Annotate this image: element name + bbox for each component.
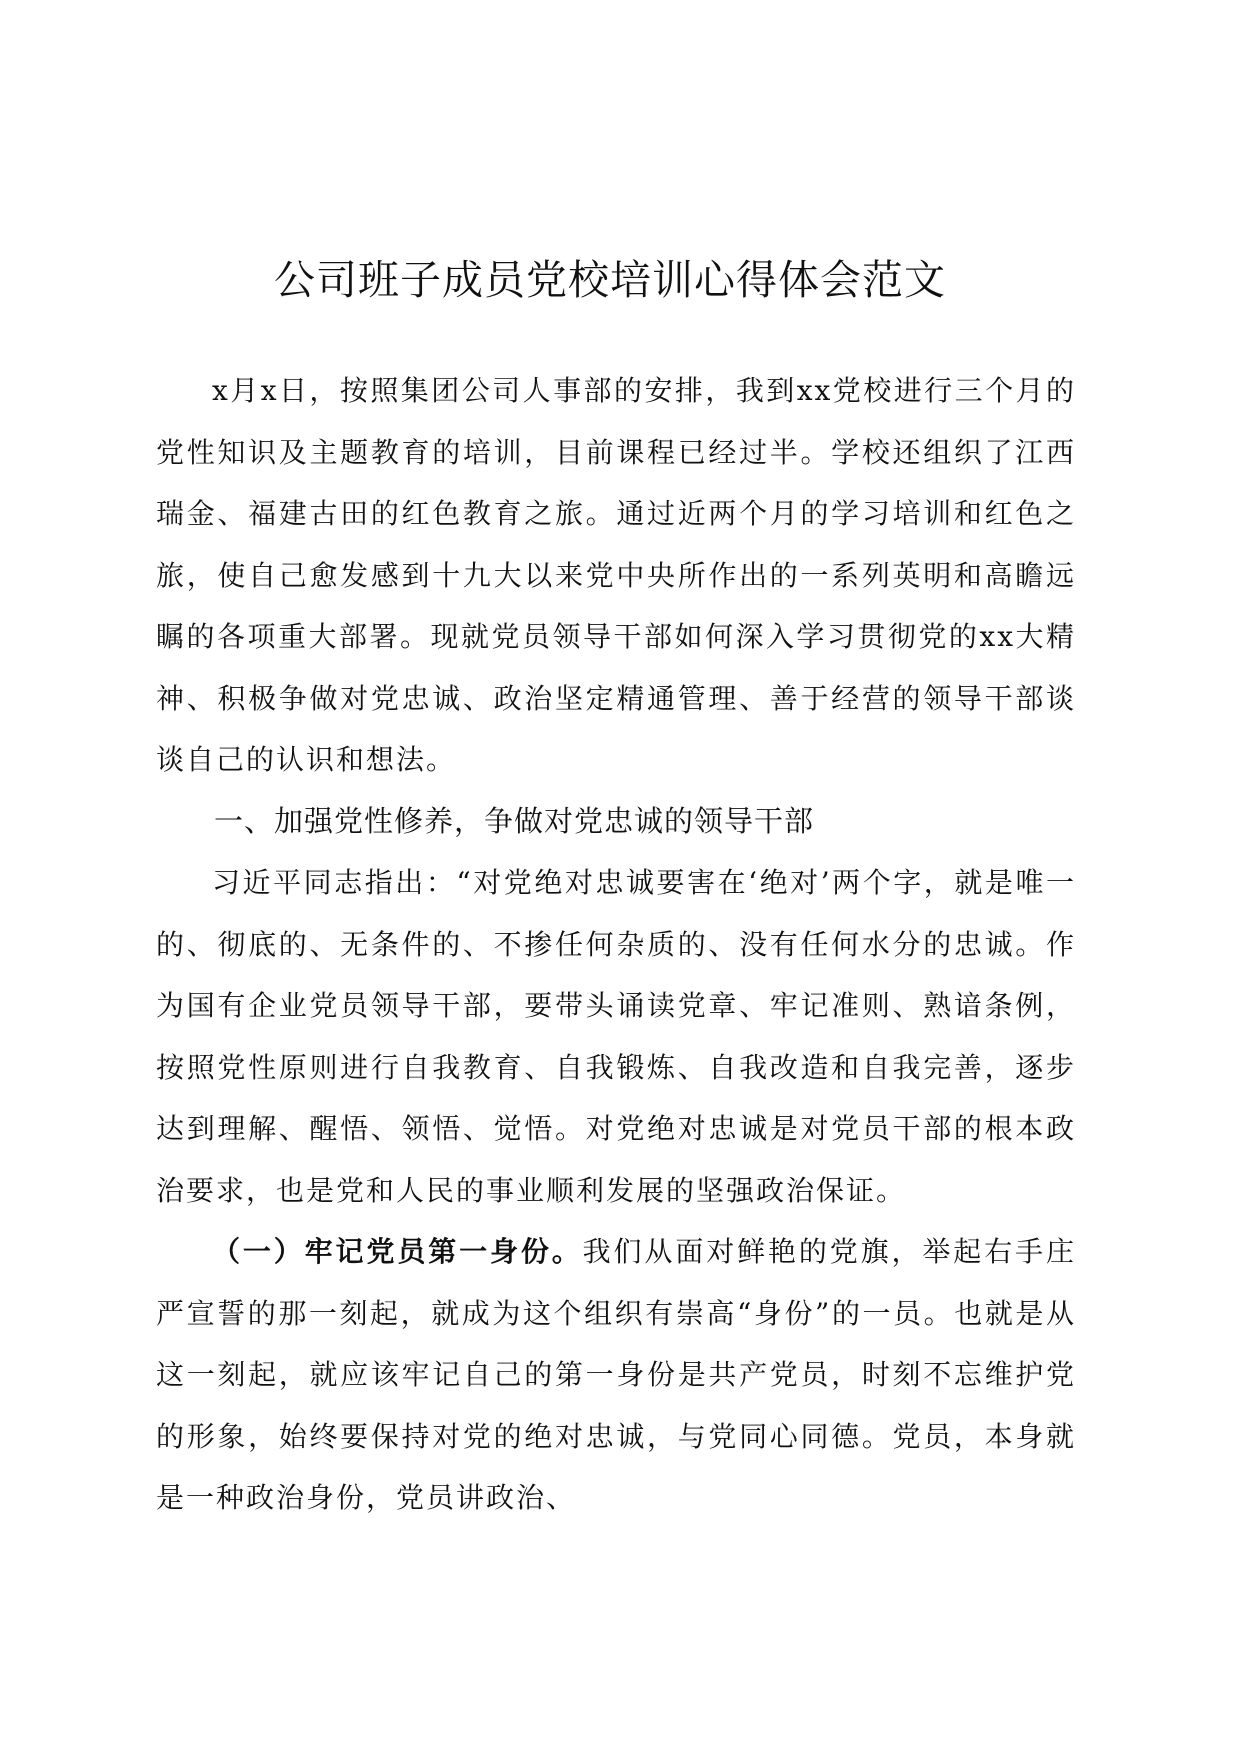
intro-paragraph: x月x日，按照集团公司人事部的安排，我到xx党校进行三个月的党性知识及主题教育的培训，目前课程已经过半。学校还组织了江西瑞金、福建古田的红色教育之旅。通过近两个月的学习培训和红色之旅，使自己愈发感到十九大以来党中央所作出的一系列英明和高瞻远瞩的各项重大部署。现就党员领导干部如何深入学习贯彻党的xx大精神、积极争做对党忠诚、政治坚定精通管理、善于经营的领导干部谈谈自己的认识和想法。 (156, 374, 1076, 776)
section-paragraph: 习近平同志指出：“对党绝对忠诚要害在‘绝对’两个字，就是唯一的、彻底的、无条件的、不掺任何杂质的、没有任何水分的忠诚。作为国有企业党员领导干部，要带头诵读党章、牢记准则、熟谙条例，按照党性原则进行自我教育、自我锻炼、自我改造和自我完善，逐步达到理解、醒悟、领悟、觉悟。对党绝对忠诚是对党员干部的根本政治要求，也是党和人民的事业顺利发展的坚强政治保证。 (156, 866, 1076, 1207)
subsection-paragraph (156, 1221, 1076, 1529)
subsection-lead: （一）牢记党员第一身份。 (212, 1235, 583, 1268)
document-title: 公司班子成员党校培训心得体会范文 (274, 256, 946, 304)
section-heading: 一、加强党性修养，争做对党忠诚的领导干部 (214, 803, 815, 838)
document-body (156, 360, 1076, 1529)
subsection-text: 我们从面对鲜艳的党旗，举起右手庄严宣誓的那一刻起，就成为这个组织有崇高“身份”的一员。也就是从这一刻起，就应该牢记自己的第一身份是共产党员，时刻不忘维护党的形象，始终要保持对党的绝对忠诚，与党同心同德。党员，本身就是一种政治身份，党员讲政治、 (156, 1235, 1076, 1514)
